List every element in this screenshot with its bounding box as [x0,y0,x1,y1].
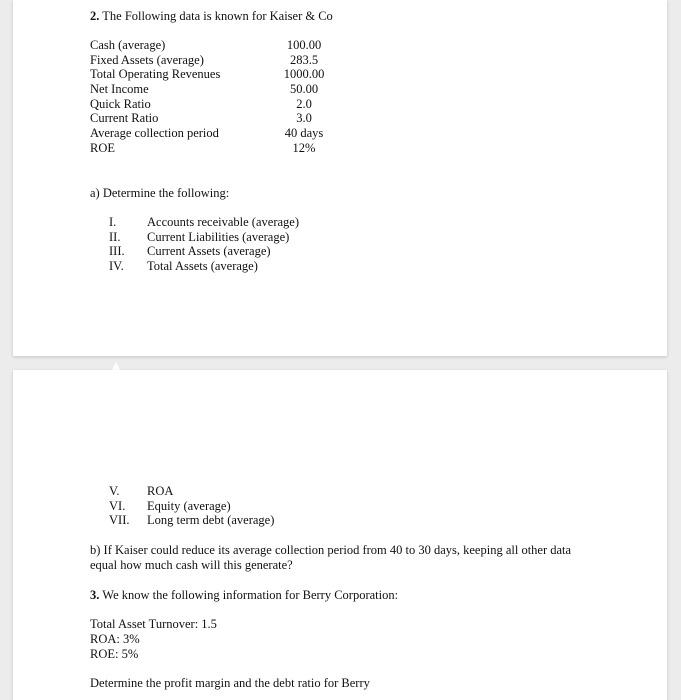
data-value: 12% [292,140,316,155]
data-value: 1000.00 [283,67,325,82]
item-text: Total Assets (average) [147,259,258,274]
data-value: 40 days [284,126,324,141]
item-number: VI. [109,498,126,513]
data-label: Quick Ratio [90,96,151,111]
data-value: 100.00 [286,38,322,52]
item-text: Equity (average) [147,498,231,513]
item-text: Long term debt (average) [147,513,275,528]
data-value: 3.0 [296,111,312,126]
question-2-title: The Following data is known for Kaiser & Co [99,9,333,23]
question-2-heading [90,9,333,24]
data-label: Total Operating Revenues [90,67,221,82]
question-3-task: Determine the profit margin and the debt ratio for Berry [90,676,370,690]
data-value: 2.0 [296,96,312,111]
item-number: I. [109,215,117,229]
item-number: II. [109,229,121,244]
question-3-title: We know the following information for Berry Corporation: [99,588,399,602]
item-number: III. [109,244,125,259]
item-number: V. [109,484,120,498]
item-number: IV. [109,259,124,274]
fact-roe: ROE: 5% [90,647,139,661]
item-text: Accounts receivable (average) [147,215,299,229]
page-break-marker [112,362,120,370]
fact-roa: ROA: 3% [90,632,140,646]
data-value: 283.5 [289,52,319,67]
data-label: ROE [90,140,115,155]
item-text: Current Assets (average) [147,244,271,259]
page-2 [13,370,667,700]
fact-total-asset-turnover: Total Asset Turnover: 1.5 [90,617,217,631]
data-label: Fixed Assets (average) [90,52,204,67]
item-text: Current Liabilities (average) [147,229,290,244]
question-3-heading [90,588,398,603]
question-3-number: 3. [90,588,100,602]
item-number: VII. [109,513,130,528]
data-label: Average collection period [90,126,219,141]
part-a-prompt: a) Determine the following: [90,186,230,200]
item-text: ROA [147,484,174,498]
page-1 [13,0,667,356]
data-label: Current Ratio [90,111,159,126]
question-2-number: 2. [90,9,100,23]
part-b-question: b) If Kaiser could reduce its average collection period from 40 to 30 days, keeping all other data equal how much cash will this generate? [90,543,572,572]
data-value: 50.00 [289,82,319,97]
data-label: Cash (average) [90,38,166,52]
data-label: Net Income [90,82,149,97]
